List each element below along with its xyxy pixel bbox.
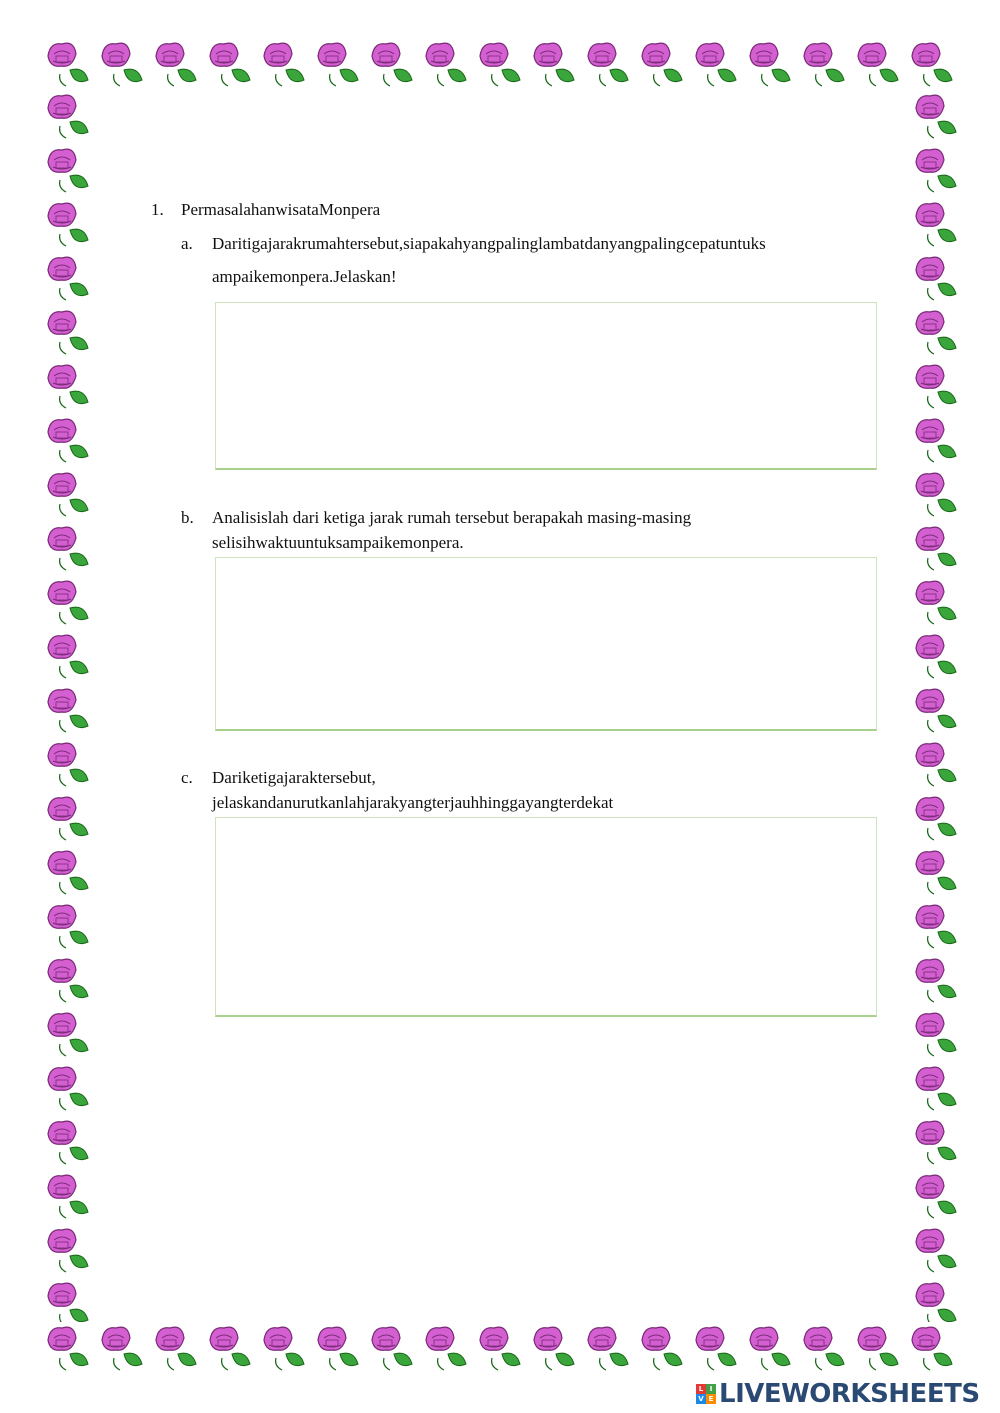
answer-box-b[interactable] [215,557,877,731]
item-c-text-line1: Dariketigajaraktersebut, [212,768,376,787]
rose-border-icon [916,95,956,1322]
liveworksheets-logo-icon [696,1384,716,1404]
item-a-text-line2: ampaikemonpera.Jelaskan! [212,267,397,286]
rose-border-icon [48,1327,952,1370]
logo-badge-letter: L [696,1384,706,1394]
item-a-letter: a. [181,234,193,253]
logo-badge-letter: E [706,1394,716,1404]
logo-text: LIVEWORKSHEETS [719,1379,980,1409]
logo-badge-letter: V [696,1394,706,1404]
item-b-letter: b. [181,508,194,527]
liveworksheets-logo[interactable] [696,1378,980,1410]
item-b-text-line2: selisihwaktuuntuksampaikemonpera. [212,533,464,552]
answer-box-c[interactable] [215,817,877,1017]
rose-border-left [40,90,92,1322]
item-b-text-line1: Analisislah dari ketiga jarak rumah tersebut berapakah masing-masing [212,508,692,527]
rose-border-icon [48,43,952,86]
answer-box-a[interactable] [215,302,877,470]
rose-border-top [40,38,960,90]
item-c-text-line2: jelaskandanurutkanlahjarakyangterjauhhinggayangterdekat [212,793,614,812]
rose-border-icon [48,95,88,1322]
question-title: PermasalahanwisataMonpera [181,200,381,219]
rose-border-right [908,90,960,1322]
item-a-text-line1: Daritigajarakrumahtersebut,siapakahyangpalinglambatdanyangpalingcepatuntuks [212,234,766,253]
item-c-letter: c. [181,768,193,787]
rose-border-bottom [40,1322,960,1374]
logo-badge-letter: I [706,1384,716,1394]
question-number: 1. [151,200,164,219]
